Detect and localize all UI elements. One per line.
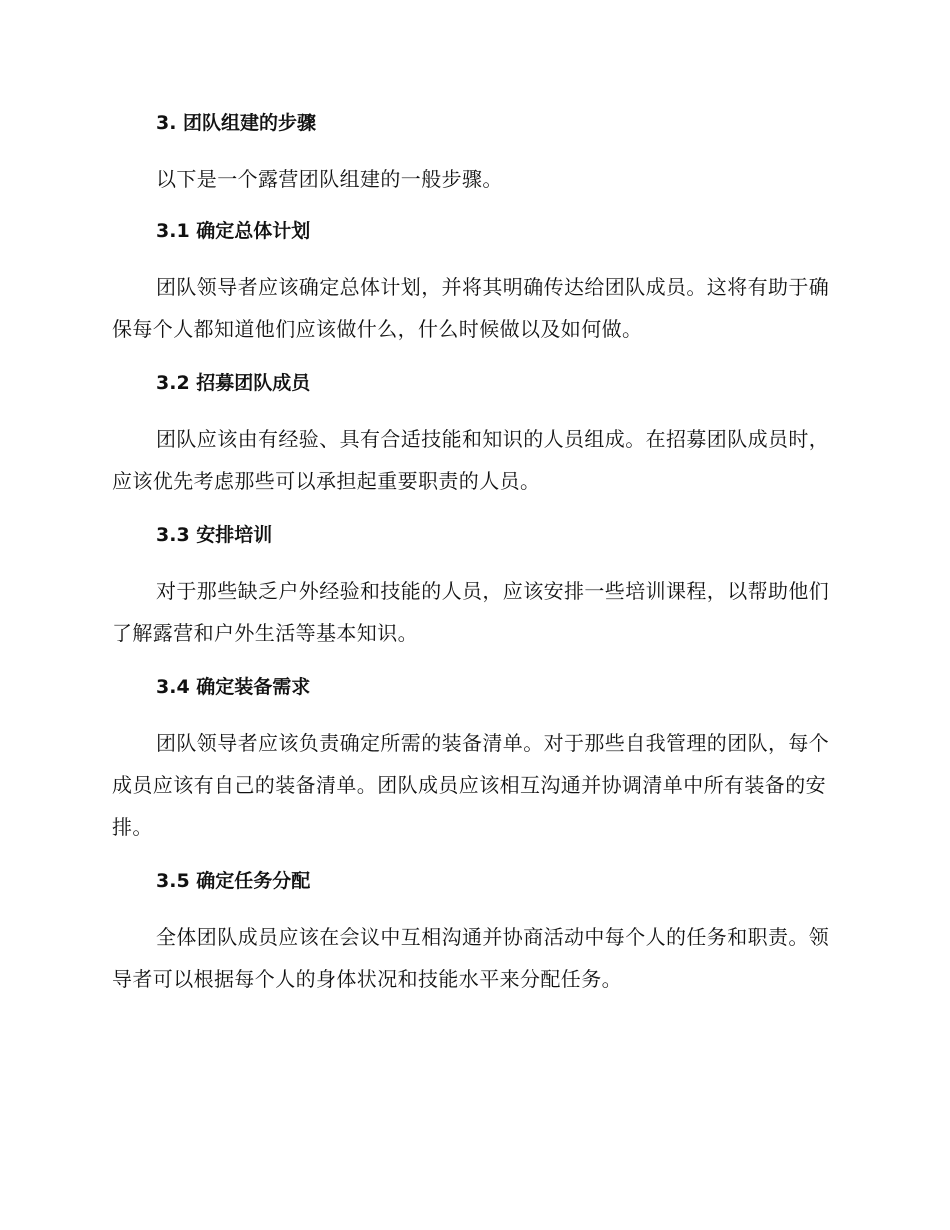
intro-paragraph: 以下是一个露营团队组建的一般步骤。 — [156, 167, 503, 191]
document-page — [112, 108, 832, 1018]
step-heading-3-5: 3.5 确定任务分配 — [156, 870, 311, 892]
step-body-3-5: 全体团队成员应该在会议中互相沟通并协商活动中每个人的任务和职责。领导者可以根据每个人的身体状况和技能水平来分配任务。 — [112, 925, 830, 991]
step-heading-3-4: 3.4 确定装备需求 — [156, 676, 311, 698]
step-body-3-2: 团队应该由有经验、具有合适技能和知识的人员组成。在招募团队成员时，应该优先考虑那些可以承担起重要职责的人员。 — [112, 427, 830, 493]
section-title: 3. 团队组建的步骤 — [156, 112, 317, 134]
step-heading-3-3: 3.3 安排培训 — [156, 524, 273, 546]
step-body-3-4: 团队领导者应该负责确定所需的装备清单。对于那些自我管理的团队，每个成员应该有自己的装备清单。团队成员应该相互沟通并协调清单中所有装备的安排。 — [112, 731, 830, 839]
step-body-3-1: 团队领导者应该确定总体计划，并将其明确传达给团队成员。这将有助于确保每个人都知道他们应该做什么，什么时候做以及如何做。 — [112, 275, 830, 341]
step-heading-3-2: 3.2 招募团队成员 — [156, 372, 311, 394]
step-body-3-3: 对于那些缺乏户外经验和技能的人员，应该安排一些培训课程，以帮助他们了解露营和户外生活等基本知识。 — [112, 579, 830, 645]
step-heading-3-1: 3.1 确定总体计划 — [156, 220, 311, 242]
